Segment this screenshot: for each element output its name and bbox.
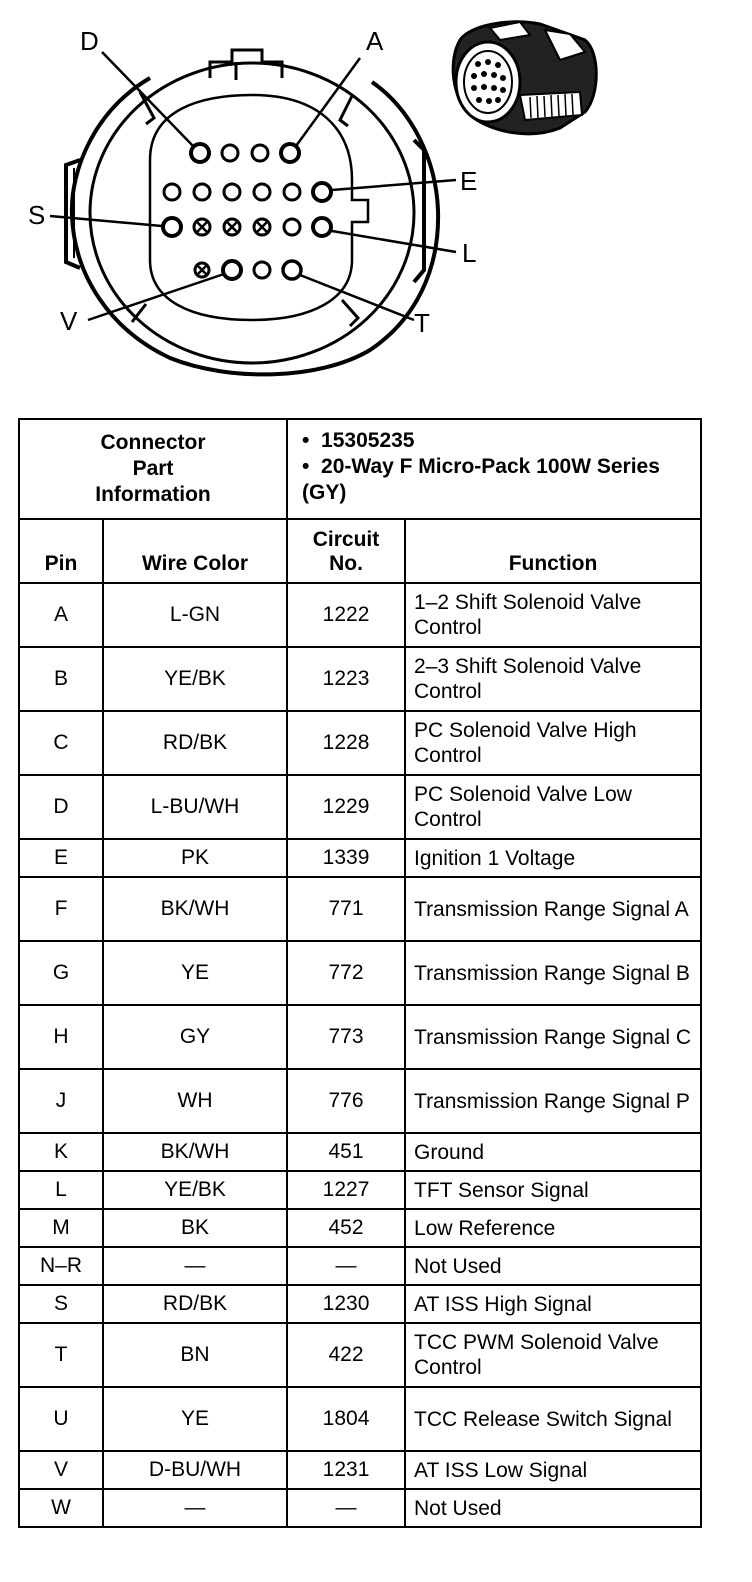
pin-cell: E: [19, 839, 103, 877]
callout-D: D: [80, 26, 99, 56]
column-header-row: [19, 519, 701, 583]
table-row: [19, 1387, 701, 1451]
pin-circle: [194, 184, 210, 200]
wire-color-cell: YE: [103, 1387, 287, 1451]
pin-circle: [163, 218, 181, 236]
table-row: [19, 1323, 701, 1387]
table-body: [19, 419, 701, 1527]
wire-color-cell: PK: [103, 839, 287, 877]
connector-info-label-cell: [19, 419, 287, 519]
callout-S: S: [28, 200, 46, 230]
circuit-cell: 1223: [287, 647, 405, 711]
circuit-cell: 1230: [287, 1285, 405, 1323]
connector-diagram: [0, 0, 752, 400]
pin-cell: F: [19, 877, 103, 941]
pin-circle: [223, 261, 241, 279]
pin-circle: [313, 218, 331, 236]
pin-cell: N–R: [19, 1247, 103, 1285]
connector-description: 20-Way F Micro-Pack 100W Series (GY): [302, 455, 660, 504]
bullet-part-number: • 15305235: [302, 429, 415, 452]
circuit-cell: 1229: [287, 775, 405, 839]
function-cell: Ground: [405, 1133, 701, 1171]
function-cell: Transmission Range Signal C: [405, 1005, 701, 1069]
function-cell: Not Used: [405, 1247, 701, 1285]
circuit-cell: 451: [287, 1133, 405, 1171]
circuit-cell: 772: [287, 941, 405, 1005]
function-cell: PC Solenoid Valve Low Control: [405, 775, 701, 839]
connector-3d-illustration: [453, 22, 596, 134]
col-header-pin: Pin: [19, 519, 103, 583]
table-row: [19, 1005, 701, 1069]
pin-circle: [254, 184, 270, 200]
function-cell: TCC PWM Solenoid Valve Control: [405, 1323, 701, 1387]
table-row: [19, 1209, 701, 1247]
circuit-cell: 1227: [287, 1171, 405, 1209]
pin-cell: D: [19, 775, 103, 839]
function-cell: AT ISS High Signal: [405, 1285, 701, 1323]
bullet-connector-description: • 20-Way F Micro-Pack 100W Series (GY): [302, 455, 660, 504]
connector-face-drawing: [66, 50, 438, 374]
pin-circle: [284, 219, 300, 235]
pin-cell: S: [19, 1285, 103, 1323]
wire-color-cell: RD/BK: [103, 711, 287, 775]
pin-cell: C: [19, 711, 103, 775]
function-cell: AT ISS Low Signal: [405, 1451, 701, 1489]
table-row: [19, 1069, 701, 1133]
pin-cell: U: [19, 1387, 103, 1451]
wire-color-cell: D-BU/WH: [103, 1451, 287, 1489]
table-row: [19, 941, 701, 1005]
table-row: [19, 1247, 701, 1285]
circuit-cell: 771: [287, 877, 405, 941]
table-row: [19, 1133, 701, 1171]
table-row: [19, 583, 701, 647]
pin-cell: V: [19, 1451, 103, 1489]
wire-color-cell: RD/BK: [103, 1285, 287, 1323]
wire-color-cell: WH: [103, 1069, 287, 1133]
table-row: [19, 1451, 701, 1489]
pin-cell: B: [19, 647, 103, 711]
wire-color-cell: YE/BK: [103, 1171, 287, 1209]
col-header-function: Function: [405, 519, 701, 583]
pin-circle: [284, 184, 300, 200]
pin-array: [163, 144, 331, 279]
function-cell: TFT Sensor Signal: [405, 1171, 701, 1209]
table-row: [19, 647, 701, 711]
wire-color-cell: BK/WH: [103, 877, 287, 941]
circuit-cell: —: [287, 1247, 405, 1285]
table-row: [19, 711, 701, 775]
function-cell: 2–3 Shift Solenoid Valve Control: [405, 647, 701, 711]
callout-V: V: [60, 306, 78, 336]
circuit-cell: 1804: [287, 1387, 405, 1451]
circuit-cell: —: [287, 1489, 405, 1527]
circuit-cell: 1339: [287, 839, 405, 877]
col-header-circuit: Circuit No.: [287, 519, 405, 583]
connector-info-bullets-cell: [287, 419, 701, 519]
function-cell: Transmission Range Signal A: [405, 877, 701, 941]
function-cell: 1–2 Shift Solenoid Valve Control: [405, 583, 701, 647]
pin-circle: [164, 184, 180, 200]
function-cell: Transmission Range Signal B: [405, 941, 701, 1005]
pin-circle: [254, 262, 270, 278]
pin-cell: K: [19, 1133, 103, 1171]
pin-circle: [222, 145, 238, 161]
function-cell: Transmission Range Signal P: [405, 1069, 701, 1133]
connector-pin-table: [18, 418, 702, 1528]
table-row: [19, 1489, 701, 1527]
wire-color-cell: —: [103, 1489, 287, 1527]
callout-L: L: [462, 238, 477, 268]
pin-circle: [252, 145, 268, 161]
col-header-wire-color: Wire Color: [103, 519, 287, 583]
pin-cell: M: [19, 1209, 103, 1247]
function-cell: TCC Release Switch Signal: [405, 1387, 701, 1451]
connector-info-row: [19, 419, 701, 519]
wire-color-cell: YE: [103, 941, 287, 1005]
wire-color-cell: BN: [103, 1323, 287, 1387]
pin-cell: H: [19, 1005, 103, 1069]
pin-cell: J: [19, 1069, 103, 1133]
wire-color-cell: GY: [103, 1005, 287, 1069]
function-cell: PC Solenoid Valve High Control: [405, 711, 701, 775]
part-number: 15305235: [321, 429, 415, 452]
pin-cell: W: [19, 1489, 103, 1527]
table-row: [19, 877, 701, 941]
circuit-cell: 422: [287, 1323, 405, 1387]
connector-info-label: Connector Part Information: [95, 431, 211, 506]
wire-color-cell: YE/BK: [103, 647, 287, 711]
pin-circle: [281, 144, 299, 162]
pin-cell: T: [19, 1323, 103, 1387]
circuit-cell: 1228: [287, 711, 405, 775]
pin-cell: A: [19, 583, 103, 647]
callout-T: T: [414, 308, 430, 338]
pin-circle: [283, 261, 301, 279]
function-cell: Low Reference: [405, 1209, 701, 1247]
circuit-cell: 773: [287, 1005, 405, 1069]
table-row: [19, 1171, 701, 1209]
wire-color-cell: —: [103, 1247, 287, 1285]
table-row: [19, 839, 701, 877]
circuit-cell: 1231: [287, 1451, 405, 1489]
wire-color-cell: BK: [103, 1209, 287, 1247]
wire-color-cell: L-GN: [103, 583, 287, 647]
wire-color-cell: BK/WH: [103, 1133, 287, 1171]
table-row: [19, 775, 701, 839]
pin-cell: L: [19, 1171, 103, 1209]
function-cell: Not Used: [405, 1489, 701, 1527]
circuit-cell: 452: [287, 1209, 405, 1247]
pin-circle: [224, 184, 240, 200]
callout-leaders: [50, 52, 456, 320]
circuit-cell: 1222: [287, 583, 405, 647]
pin-circle: [313, 183, 331, 201]
circuit-cell: 776: [287, 1069, 405, 1133]
function-cell: Ignition 1 Voltage: [405, 839, 701, 877]
callout-E: E: [460, 166, 478, 196]
wire-color-cell: L-BU/WH: [103, 775, 287, 839]
pin-cell: G: [19, 941, 103, 1005]
callout-A: A: [366, 26, 384, 56]
table-row: [19, 1285, 701, 1323]
